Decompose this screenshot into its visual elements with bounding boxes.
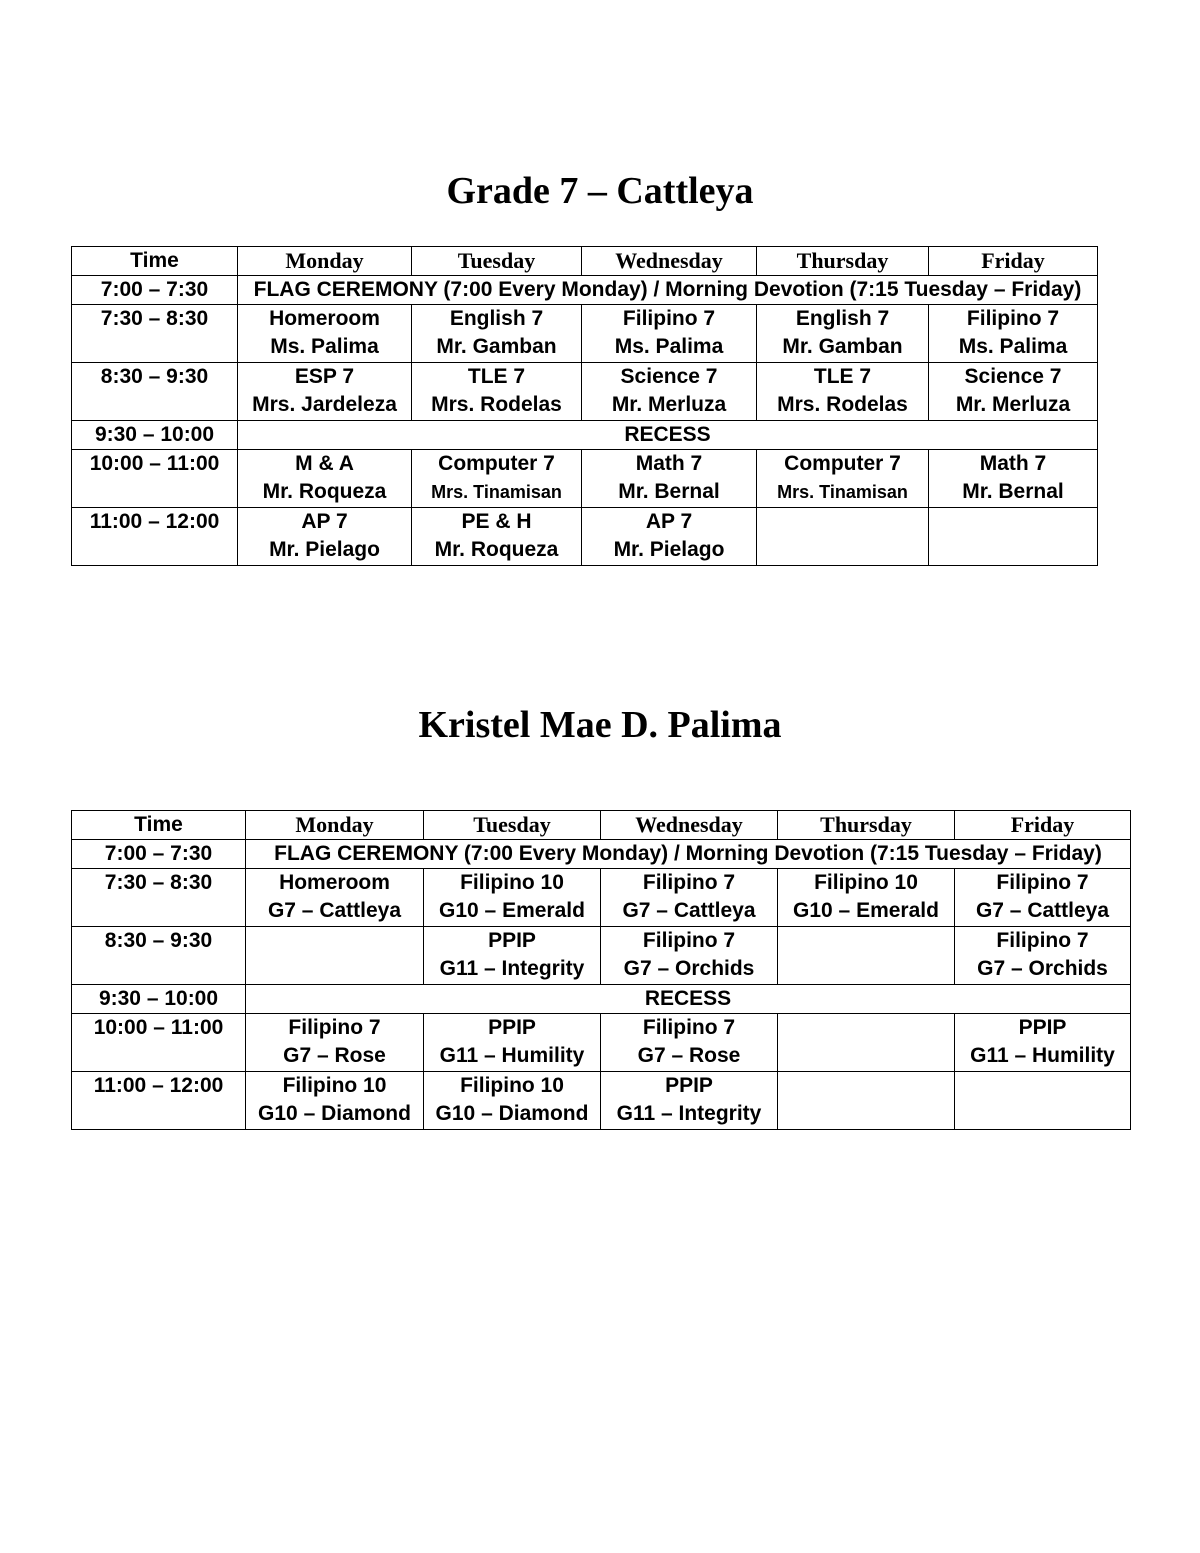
class-cell: [929, 450, 1098, 508]
class-cell: [412, 450, 582, 508]
class-cell: [582, 305, 757, 363]
subject: Filipino 7: [642, 1016, 736, 1039]
header-row: [72, 247, 1098, 276]
subject: Filipino 7: [288, 1016, 381, 1039]
class-cell: [955, 927, 1131, 985]
time-cell: 7:30 – 8:30: [72, 869, 246, 927]
schedule-row: [72, 927, 1131, 985]
subject: PPIP: [488, 929, 536, 952]
subject: Filipino 10: [460, 1074, 564, 1097]
class-cell: [601, 1014, 778, 1072]
time-cell: 11:00 – 12:00: [72, 1072, 246, 1130]
subject: Filipino 7: [996, 871, 1089, 894]
subject: English 7: [449, 307, 544, 330]
section: G7 – Orchids: [623, 957, 755, 980]
subject: Filipino 7: [966, 307, 1060, 330]
schedule-row: [72, 450, 1098, 508]
flag-ceremony-cell: FLAG CEREMONY (7:00 Every Monday) / Morning Devotion (7:15 Tuesday – Friday): [246, 840, 1131, 869]
teacher: Ms. Palima: [614, 335, 724, 358]
section: G10 – Emerald: [439, 899, 585, 922]
schedule-row: [72, 869, 1131, 927]
schedule-row: [72, 363, 1098, 421]
class-cell: [238, 363, 412, 421]
teacher: Mr. Roqueza: [434, 538, 559, 561]
empty-cell: [246, 927, 424, 985]
section: G11 – Humility: [439, 1044, 585, 1067]
subject: Computer 7: [438, 452, 555, 475]
subject: AP 7: [645, 510, 693, 533]
teacher: Mrs. Tinamisan: [777, 482, 908, 502]
teacher: Mr. Gamban: [436, 335, 557, 358]
subject: PPIP: [1018, 1016, 1067, 1039]
class-cell: [424, 869, 601, 927]
subject: Homeroom: [269, 307, 380, 330]
teacher: Mr. Gamban: [782, 335, 903, 358]
section: G10 – Emerald: [793, 899, 939, 922]
teacher: Mr. Roqueza: [262, 480, 387, 503]
subject: Science 7: [620, 365, 718, 388]
time-cell: 11:00 – 12:00: [72, 508, 238, 566]
header-monday: Monday: [238, 247, 412, 276]
flag-ceremony-cell: FLAG CEREMONY (7:00 Every Monday) / Morning Devotion (7:15 Tuesday – Friday): [238, 276, 1098, 305]
subject: Homeroom: [279, 871, 390, 894]
section: G11 – Integrity: [616, 1102, 762, 1125]
section: G11 – Integrity: [439, 957, 585, 980]
class-cell: [238, 508, 412, 566]
time-cell: 7:00 – 7:30: [72, 276, 238, 305]
subject: PE & H: [461, 510, 532, 533]
class-cell: [582, 450, 757, 508]
header-tuesday: Tuesday: [424, 811, 601, 840]
header-thursday: Thursday: [778, 811, 955, 840]
time-cell: 9:30 – 10:00: [72, 421, 238, 450]
time-cell: 10:00 – 11:00: [72, 1014, 246, 1072]
header-time: Time: [72, 247, 238, 276]
subject: Computer 7: [784, 452, 901, 475]
section: G11 – Humility: [970, 1044, 1115, 1067]
class-cell: [601, 927, 778, 985]
time-cell: 10:00 – 11:00: [72, 450, 238, 508]
class-cell: [412, 508, 582, 566]
header-tuesday: Tuesday: [412, 247, 582, 276]
teacher: Mrs. Rodelas: [777, 393, 908, 416]
teacher: Mrs. Rodelas: [431, 393, 562, 416]
recess-cell: RECESS: [238, 421, 1098, 450]
section: G10 – Diamond: [258, 1102, 411, 1125]
subject: Filipino 7: [996, 929, 1089, 952]
header-row: [72, 811, 1131, 840]
empty-cell: [778, 1072, 955, 1130]
subject: Math 7: [979, 452, 1047, 475]
header-monday: Monday: [246, 811, 424, 840]
section: G7 – Cattleya: [622, 899, 756, 922]
flag-ceremony-row: [72, 276, 1098, 305]
teacher: Mr. Merluza: [955, 393, 1071, 416]
class-cell: [757, 363, 929, 421]
subject: AP 7: [301, 510, 348, 533]
class-cell: [246, 1072, 424, 1130]
section: G7 – Cattleya: [975, 899, 1110, 922]
subject: Filipino 10: [814, 871, 918, 894]
header-time: Time: [72, 811, 246, 840]
subject: ESP 7: [294, 365, 355, 388]
header-wednesday: Wednesday: [601, 811, 778, 840]
class-cell: [238, 450, 412, 508]
teacher: Ms. Palima: [958, 335, 1068, 358]
subject: TLE 7: [467, 365, 526, 388]
subject: Filipino 7: [642, 929, 736, 952]
schedule-row: [72, 1072, 1131, 1130]
class-cell: [246, 1014, 424, 1072]
teacher: Mrs. Jardeleza: [252, 393, 397, 416]
section: G7 – Rose: [637, 1044, 741, 1067]
teacher: Mr. Bernal: [962, 480, 1064, 503]
class-cell: [955, 869, 1131, 927]
subject: PPIP: [488, 1016, 536, 1039]
header-friday: Friday: [929, 247, 1098, 276]
section: G7 – Cattleya: [267, 899, 402, 922]
class-cell: [778, 869, 955, 927]
empty-cell: [955, 1072, 1131, 1130]
header-wednesday: Wednesday: [582, 247, 757, 276]
class-cell: [424, 1072, 601, 1130]
subject: Math 7: [635, 452, 703, 475]
class-cell: [929, 363, 1098, 421]
class-cell: [246, 869, 424, 927]
section: G10 – Diamond: [435, 1102, 589, 1125]
subject: PPIP: [665, 1074, 713, 1097]
empty-cell: [778, 1014, 955, 1072]
subject: Filipino 10: [460, 871, 564, 894]
subject: Science 7: [964, 365, 1062, 388]
teacher-schedule-title: Kristel Mae D. Palima: [418, 704, 782, 746]
time-cell: 8:30 – 9:30: [72, 363, 238, 421]
subject: Filipino 7: [642, 871, 736, 894]
class-cell: [757, 450, 929, 508]
flag-ceremony-row: [72, 840, 1131, 869]
schedule-row: [72, 305, 1098, 363]
class-cell: [601, 1072, 778, 1130]
class-cell: [238, 305, 412, 363]
class-cell: [412, 363, 582, 421]
class-cell: [955, 1014, 1131, 1072]
teacher: Mrs. Tinamisan: [431, 482, 562, 502]
recess-row: [72, 985, 1131, 1014]
time-cell: 7:30 – 8:30: [72, 305, 238, 363]
teacher: Mr. Bernal: [618, 480, 720, 503]
class-cell: [582, 508, 757, 566]
teacher: Mr. Merluza: [611, 393, 727, 416]
teacher: Mr. Pielago: [613, 538, 725, 561]
time-cell: 8:30 – 9:30: [72, 927, 246, 985]
section: G7 – Orchids: [977, 957, 1108, 980]
class-cell: [757, 305, 929, 363]
recess-row: [72, 421, 1098, 450]
class-cell: [929, 305, 1098, 363]
class-schedule-table: [71, 246, 1098, 566]
subject: Filipino 10: [282, 1074, 387, 1097]
time-cell: 7:00 – 7:30: [72, 840, 246, 869]
class-cell: [582, 363, 757, 421]
time-cell: 9:30 – 10:00: [72, 985, 246, 1014]
empty-cell: [929, 508, 1098, 566]
teacher-schedule-table: [71, 810, 1131, 1130]
subject: TLE 7: [813, 365, 872, 388]
subject: English 7: [795, 307, 890, 330]
teacher: Ms. Palima: [270, 335, 379, 358]
empty-cell: [778, 927, 955, 985]
class-cell: [424, 1014, 601, 1072]
class-cell: [412, 305, 582, 363]
section: G7 – Rose: [283, 1044, 386, 1067]
class-cell: [601, 869, 778, 927]
subject: M & A: [295, 452, 354, 475]
schedule-row: [72, 508, 1098, 566]
recess-cell: RECESS: [246, 985, 1131, 1014]
empty-cell: [757, 508, 929, 566]
header-thursday: Thursday: [757, 247, 929, 276]
subject: Filipino 7: [622, 307, 716, 330]
schedule-row: [72, 1014, 1131, 1072]
schedule-title: Grade 7 – Cattleya: [446, 170, 754, 212]
header-friday: Friday: [955, 811, 1131, 840]
class-cell: [424, 927, 601, 985]
teacher: Mr. Pielago: [269, 538, 380, 561]
